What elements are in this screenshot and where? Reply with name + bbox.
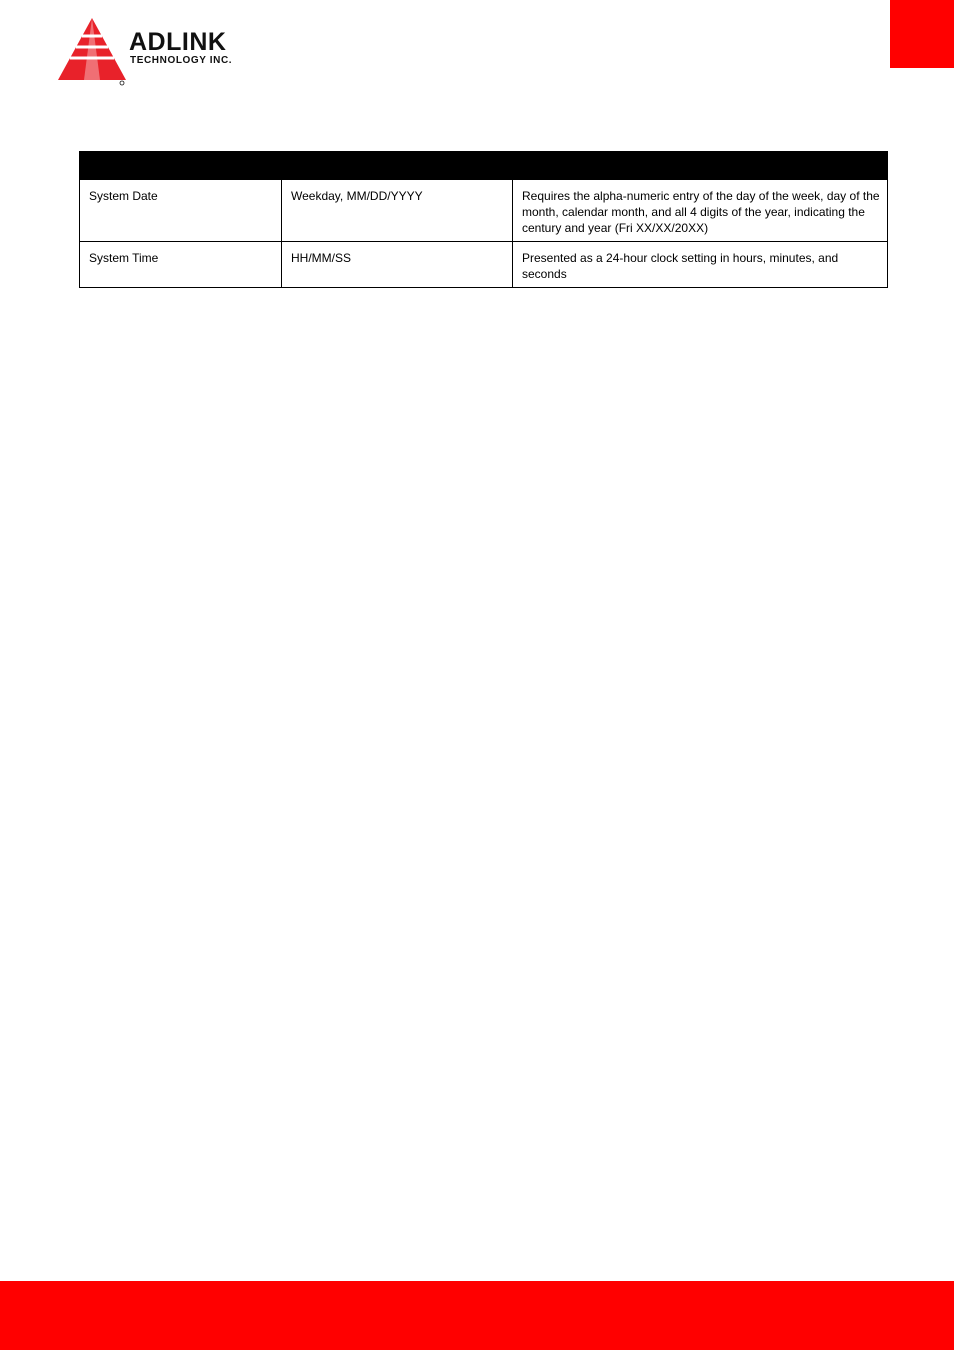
bios-settings-table	[79, 151, 888, 288]
setting-name-cell: System Date	[80, 180, 282, 242]
table-row	[80, 242, 888, 288]
adlink-triangle-logo-icon	[56, 16, 128, 86]
column-header-description	[513, 152, 888, 180]
column-header-setting	[80, 152, 282, 180]
footer-bar	[0, 1281, 954, 1350]
setting-description-cell: Requires the alpha-numeric entry of the day of the week, day of the month, calendar month, and all 4 digits of the year, indicating the century and year (Fri XX/XX/20XX)	[513, 180, 888, 242]
column-header-format	[282, 152, 513, 180]
corner-tab	[890, 0, 954, 68]
company-logo	[56, 16, 270, 86]
setting-format-cell: HH/MM/SS	[282, 242, 513, 288]
table-header-row	[80, 152, 888, 180]
setting-format-cell: Weekday, MM/DD/YYYY	[282, 180, 513, 242]
setting-description-cell: Presented as a 24-hour clock setting in hours, minutes, and seconds	[513, 242, 888, 288]
setting-name-cell: System Time	[80, 242, 282, 288]
logo-wordmark: ADLINK	[129, 28, 227, 56]
table-row	[80, 180, 888, 242]
logo-tagline: TECHNOLOGY INC.	[130, 55, 233, 66]
